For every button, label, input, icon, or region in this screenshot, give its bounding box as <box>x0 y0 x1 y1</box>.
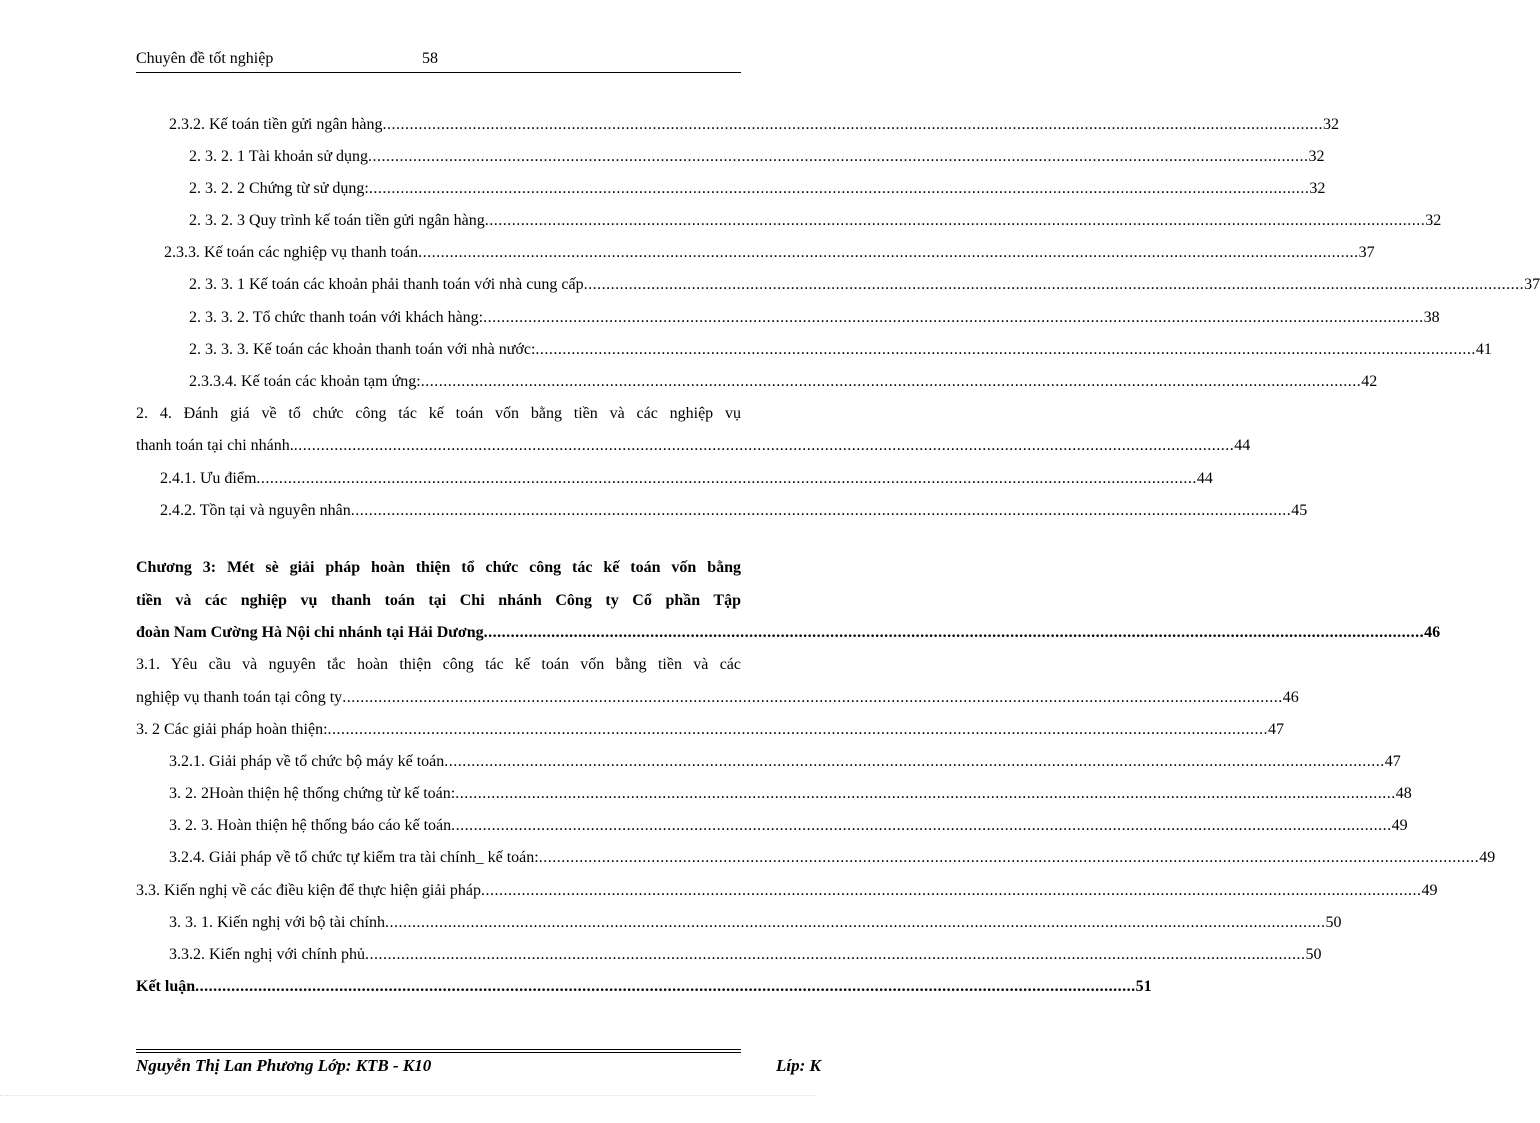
toc-entry-title: 3. 3. 1. Kiến nghị với bộ tài chính <box>169 914 385 931</box>
toc-entry-page: 49 <box>1479 849 1496 866</box>
toc-entry-title: 3. 2. 3. Hoàn thiện hệ thống báo cáo kế toán <box>169 817 452 834</box>
dot-leader <box>421 372 1362 392</box>
toc-entry-page: 49 <box>1421 882 1438 899</box>
toc-entry[interactable] <box>189 179 1326 199</box>
toc-entry[interactable] <box>169 115 1340 135</box>
toc-entry-title: 2. 3. 2. 2 Chứng từ sử dụng: <box>189 180 369 197</box>
footer-rule-bottom <box>136 1052 741 1053</box>
dot-leader <box>418 243 1359 263</box>
page-break-divider <box>0 1095 816 1096</box>
toc-entry-title: 3.3.2. Kiến nghị với chính phủ <box>169 946 365 963</box>
toc-entry-title: 3. 2 Các giải pháp hoàn thiện: <box>136 721 328 738</box>
toc-entry-title: 3.2.4. Giải pháp về tổ chức tự kiểm tra tài chính_ kế toán: <box>169 849 539 866</box>
toc-entry-title: 2.3.3.4. Kế toán các khoản tạm ứng: <box>189 373 421 390</box>
toc-entry-title: 2.3.2. Kế toán tiền gửi ngân hàng <box>169 116 383 133</box>
toc-entry[interactable] <box>136 977 1152 997</box>
dot-leader <box>383 115 1324 135</box>
dot-leader <box>385 913 1326 933</box>
dot-leader <box>369 179 1310 199</box>
toc-entry-page: 37 <box>1358 244 1375 261</box>
page-number: 58 <box>422 50 438 67</box>
toc-entry-title: 2. 3. 3. 3. Kế toán các khoản thanh toán với nhà nước: <box>189 341 536 358</box>
toc-entry-title: 3.2.1. Giải pháp về tổ chức bộ máy kế toán <box>169 753 445 770</box>
toc-paragraph-line: 3.1. Yêu cầu và nguyên tắc hoàn thiện công tác kế toán vốn bằng tiền và các <box>136 656 741 673</box>
toc-entry-page: 50 <box>1325 914 1342 931</box>
footer-class: Líp: K <box>776 1056 821 1075</box>
toc-entry[interactable] <box>169 945 1322 965</box>
dot-leader <box>444 752 1385 772</box>
toc-entry-title: 2. 3. 2. 3 Quy trình kế toán tiền gửi ngân hàng <box>189 212 485 229</box>
chapter-3-heading-line-1: Chương 3: Mét sè giải pháp hoàn thiện tổ chức công tác kế toán vốn bằng <box>136 559 741 576</box>
toc-entry[interactable] <box>160 501 1308 521</box>
dot-leader <box>342 688 1283 708</box>
dot-leader <box>584 275 1525 295</box>
page-header <box>136 48 741 73</box>
toc-entry[interactable] <box>189 308 1440 328</box>
toc-entry-page: 44 <box>1196 470 1213 487</box>
dot-leader <box>368 147 1309 167</box>
toc-entry[interactable] <box>136 881 1438 901</box>
toc-entry[interactable] <box>189 372 1378 392</box>
toc-entry-title: Kết luận <box>136 978 196 995</box>
toc-entry-title: 2.4.2. Tồn tại và nguyên nhân <box>160 502 351 519</box>
dot-leader <box>328 720 1269 740</box>
dot-leader <box>256 469 1197 489</box>
toc-entry-title: đoàn Nam Cường Hà Nội chi nhánh tại Hải Dương <box>136 624 484 641</box>
toc-entry[interactable] <box>189 275 1540 295</box>
dot-leader <box>484 623 1425 643</box>
toc-entry-page: 50 <box>1305 946 1322 963</box>
toc-entry[interactable] <box>136 436 1251 456</box>
dot-leader <box>485 211 1426 231</box>
toc-paragraph-line: 2. 4. Đánh giá về tổ chức công tác kế toán vốn bằng tiền và các nghiệp vụ <box>136 405 741 422</box>
dot-leader <box>483 308 1424 328</box>
dot-leader <box>451 816 1392 836</box>
toc-entry-title: 3. 2. 2Hoàn thiện hệ thống chứng từ kế toán: <box>169 785 456 802</box>
chapter-3-heading-line-2: tiền và các nghiệp vụ thanh toán tại Chi nhánh Công ty Cổ phần Tập <box>136 592 741 609</box>
toc-entry-page: 45 <box>1291 502 1308 519</box>
toc-entry-title: 2.3.3. Kế toán các nghiệp vụ thanh toán <box>164 244 419 261</box>
toc-entry[interactable] <box>169 752 1401 772</box>
toc-entry-page: 46 <box>1424 624 1441 641</box>
toc-entry-page: 48 <box>1395 785 1412 802</box>
toc-entry-page: 47 <box>1268 721 1285 738</box>
toc-entry[interactable] <box>189 147 1325 167</box>
toc-entry[interactable] <box>169 784 1412 804</box>
toc-entry-title: nghiệp vụ thanh toán tại công ty <box>136 689 343 706</box>
footer-rule-top <box>136 1049 741 1050</box>
toc-entry[interactable] <box>169 816 1408 836</box>
toc-entry-page: 37 <box>1524 276 1540 293</box>
toc-entry-page: 41 <box>1475 341 1492 358</box>
toc-entry[interactable] <box>136 688 1299 708</box>
toc-entry[interactable] <box>160 469 1213 489</box>
toc-entry-title: 2. 3. 2. 1 Tài khoản sử dụng <box>189 148 369 165</box>
dot-leader <box>351 501 1292 521</box>
toc-entry[interactable] <box>136 623 1441 643</box>
dot-leader <box>455 784 1396 804</box>
toc-entry-page: 51 <box>1135 978 1152 995</box>
dot-leader <box>535 340 1476 360</box>
toc-entry-page: 32 <box>1309 180 1326 197</box>
header-title: Chuyên đề tốt nghiệp <box>136 50 274 67</box>
toc-entry-page: 46 <box>1282 689 1299 706</box>
dot-leader <box>365 945 1306 965</box>
toc-entry[interactable] <box>189 211 1442 231</box>
dot-leader <box>294 436 1235 456</box>
toc-entry-page: 32 <box>1323 116 1340 133</box>
toc-entry-page: 32 <box>1425 212 1442 229</box>
toc-entry-title: 2. 3. 3. 2. Tổ chức thanh toán với khách hàng: <box>189 309 484 326</box>
toc-entry-title: 2.4.1. Ưu điểm <box>160 470 257 487</box>
dot-leader <box>195 977 1136 997</box>
toc-entry[interactable] <box>164 243 1375 263</box>
dot-leader <box>539 848 1480 868</box>
footer-author: Nguyễn Thị Lan Phương Lớp: KTB - K10 <box>136 1056 432 1075</box>
toc-entry-page: 49 <box>1391 817 1408 834</box>
toc-entry-page: 32 <box>1308 148 1325 165</box>
toc-entry[interactable] <box>169 913 1342 933</box>
toc-entry-title: 2. 3. 3. 1 Kế toán các khoản phải thanh toán với nhà cung cấp <box>189 276 584 293</box>
toc-entry-page: 47 <box>1384 753 1401 770</box>
toc-entry[interactable] <box>189 340 1492 360</box>
toc-entry-page: 38 <box>1423 309 1440 326</box>
toc-entry-title: 3.3. Kiến nghị về các điều kiện để thực hiện giải pháp <box>136 882 482 899</box>
toc-entry-title: thanh toán tại chi nhánh. <box>136 437 294 454</box>
dot-leader <box>481 881 1422 901</box>
toc-entry-page: 44 <box>1234 437 1251 454</box>
toc-entry[interactable] <box>169 848 1496 868</box>
toc-entry-page: 42 <box>1361 373 1378 390</box>
toc-entry[interactable] <box>136 720 1285 740</box>
